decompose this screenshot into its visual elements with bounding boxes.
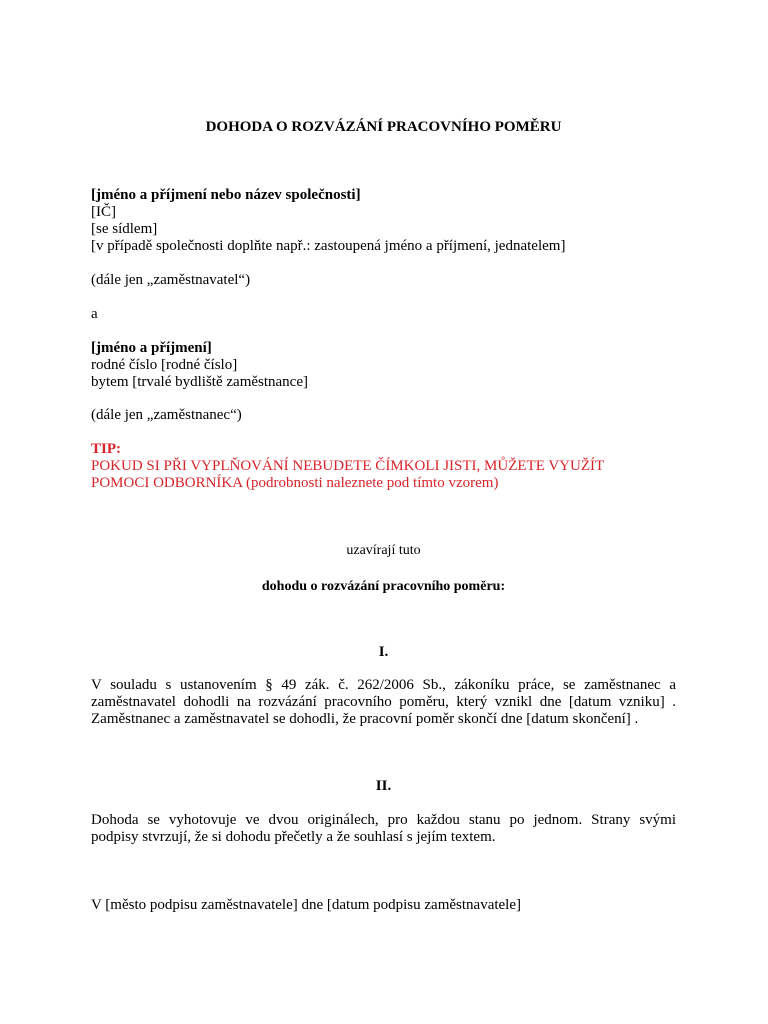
employer-seat: [se sídlem] [91, 221, 158, 237]
section-2-line-1: Dohoda se vyhotovuje ve dvou originálech, pro každou stanu po jednom. Strany svými [91, 812, 676, 828]
conclude-text: uzavírají tuto [346, 543, 421, 558]
employee-alias: (dále jen „zaměstnanec“) [91, 407, 242, 423]
document-title: DOHODA O ROZVÁZÁNÍ PRACOVNÍHO POMĚRU [205, 119, 562, 135]
section-2-heading: II. [375, 778, 392, 794]
section-1-heading: I. [378, 644, 389, 660]
employer-alias: (dále jen „zaměstnavatel“) [91, 272, 251, 288]
employer-name: [jméno a příjmení nebo název společnosti] [91, 187, 361, 203]
conjunction-and: a [91, 306, 98, 322]
section-1-line-2: zaměstnavatel dohodli na rozvázání pracovního poměru, který vznikl dne [datum vzniku] . [91, 694, 676, 710]
employee-residence: bytem [trvalé bydliště zaměstnance] [91, 374, 308, 390]
section-1-line-1: V souladu s ustanovením § 49 zák. č. 262/2006 Sb., zákoníku práce, se zaměstnanec a [91, 677, 676, 693]
section-1-line-3: Zaměstnanec a zaměstnavatel se dohodli, že pracovní poměr skončí dne [datum skončení] . [91, 711, 639, 727]
signature-place-date: V [město podpisu zaměstnavatele] dne [datum podpisu zaměstnavatele] [91, 897, 522, 913]
employer-representation: [v případě společnosti doplňte např.: zastoupená jméno a příjmení, jednatelem] [91, 238, 566, 254]
tip-heading: TIP: [91, 441, 121, 457]
section-2-line-2: podpisy stvrzují, že si dohodu přečetly a že souhlasí s jejím textem. [91, 829, 496, 845]
tip-line-2: POMOCI ODBORNÍKA (podrobnosti naleznete pod tímto vzorem) [91, 475, 499, 491]
employer-ic: [IČ] [91, 204, 116, 220]
agreement-title: dohodu o rozvázání pracovního poměru: [261, 579, 506, 594]
employee-birth-number: rodné číslo [rodné číslo] [91, 357, 238, 373]
employee-name: [jméno a příjmení] [91, 340, 212, 356]
tip-line-1: POKUD SI PŘI VYPLŇOVÁNÍ NEBUDETE ČÍMKOLI JISTI, MŮŽETE VYUŽÍT [91, 458, 605, 474]
